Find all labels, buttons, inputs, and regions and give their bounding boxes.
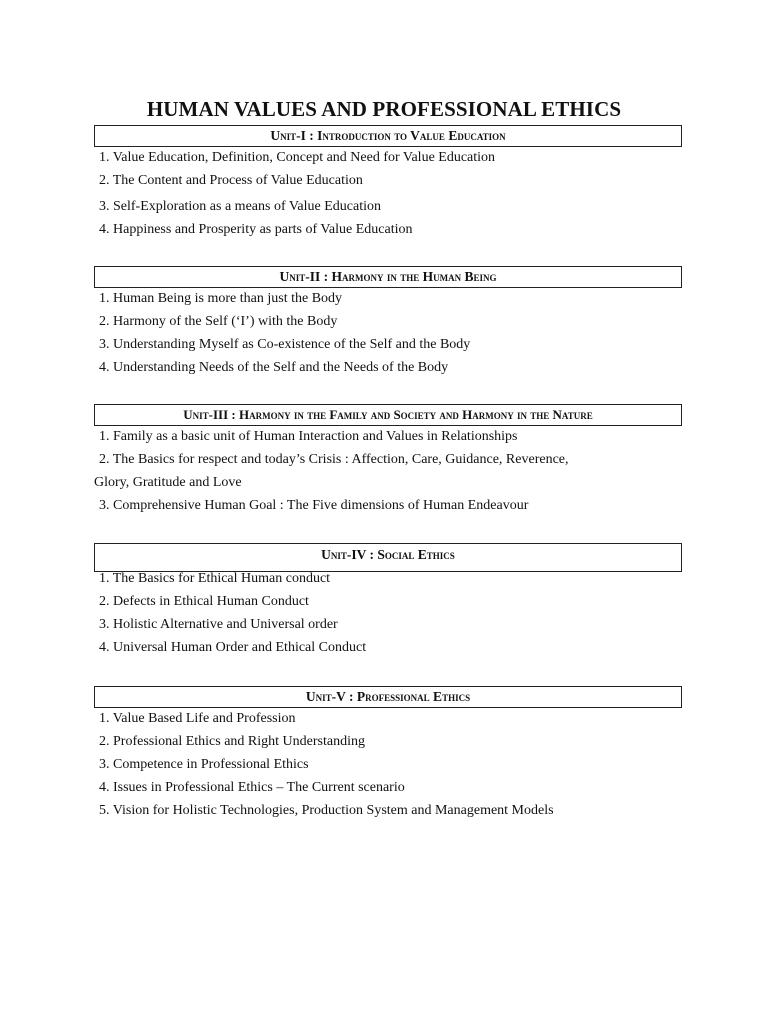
document-title: HUMAN VALUES AND PROFESSIONAL ETHICS	[146, 97, 622, 121]
unit-4-item-3: 3. Holistic Alternative and Universal order	[99, 617, 338, 632]
unit-2-item-2: 2. Harmony of the Self (‘I’) with the Body	[99, 314, 338, 329]
unit-1-section	[94, 125, 682, 241]
unit-1-item-2: 2. The Content and Process of Value Education	[99, 173, 363, 188]
unit-4-heading: Unit-IV : Social Ethics	[94, 543, 682, 572]
unit-2-item-1: 1. Human Being is more than just the Body	[99, 291, 343, 306]
unit-5-heading: Unit-V : Professional Ethics	[94, 686, 682, 708]
unit-1-item-3: 3. Self-Exploration as a means of Value Education	[99, 199, 381, 214]
unit-3-item-3: 3. Comprehensive Human Goal : The Five dimensions of Human Endeavour	[99, 498, 529, 513]
unit-4-item-4: 4. Universal Human Order and Ethical Conduct	[99, 640, 367, 655]
unit-1-item-1: 1. Value Education, Definition, Concept and Need for Value Education	[99, 150, 496, 165]
unit-2-section	[94, 266, 682, 379]
unit-5-item-5: 5. Vision for Holistic Technologies, Production System and Management Models	[99, 803, 554, 818]
unit-1-heading: Unit-I : Introduction to Value Education	[94, 125, 682, 147]
unit-2-heading: Unit-II : Harmony in the Human Being	[94, 266, 682, 288]
unit-3-item-2: 2. The Basics for respect and today’s Crisis : Affection, Care, Guidance, Reverence,	[99, 452, 569, 467]
unit-3-section	[94, 404, 682, 517]
unit-3-item-1: 1. Family as a basic unit of Human Interaction and Values in Relationships	[99, 429, 518, 444]
unit-5-item-2: 2. Professional Ethics and Right Understanding	[99, 734, 365, 749]
unit-5-item-4: 4. Issues in Professional Ethics – The Current scenario	[99, 780, 405, 795]
unit-5-item-1: 1. Value Based Life and Profession	[99, 711, 296, 726]
unit-2-item-4: 4. Understanding Needs of the Self and the Needs of the Body	[99, 360, 449, 375]
unit-4-section	[94, 543, 682, 659]
unit-4-item-2: 2. Defects in Ethical Human Conduct	[99, 594, 309, 609]
unit-1-item-4: 4. Happiness and Prosperity as parts of Value Education	[99, 222, 413, 237]
unit-2-item-3: 3. Understanding Myself as Co-existence of the Self and the Body	[99, 337, 471, 352]
unit-5-section	[94, 686, 682, 822]
unit-3-heading: Unit-III : Harmony in the Family and Society and Harmony in the Nature	[94, 404, 682, 426]
unit-3-item-2-continued: Glory, Gratitude and Love	[94, 475, 242, 490]
unit-5-item-3: 3. Competence in Professional Ethics	[99, 757, 309, 772]
unit-4-item-1: 1. The Basics for Ethical Human conduct	[99, 571, 331, 586]
